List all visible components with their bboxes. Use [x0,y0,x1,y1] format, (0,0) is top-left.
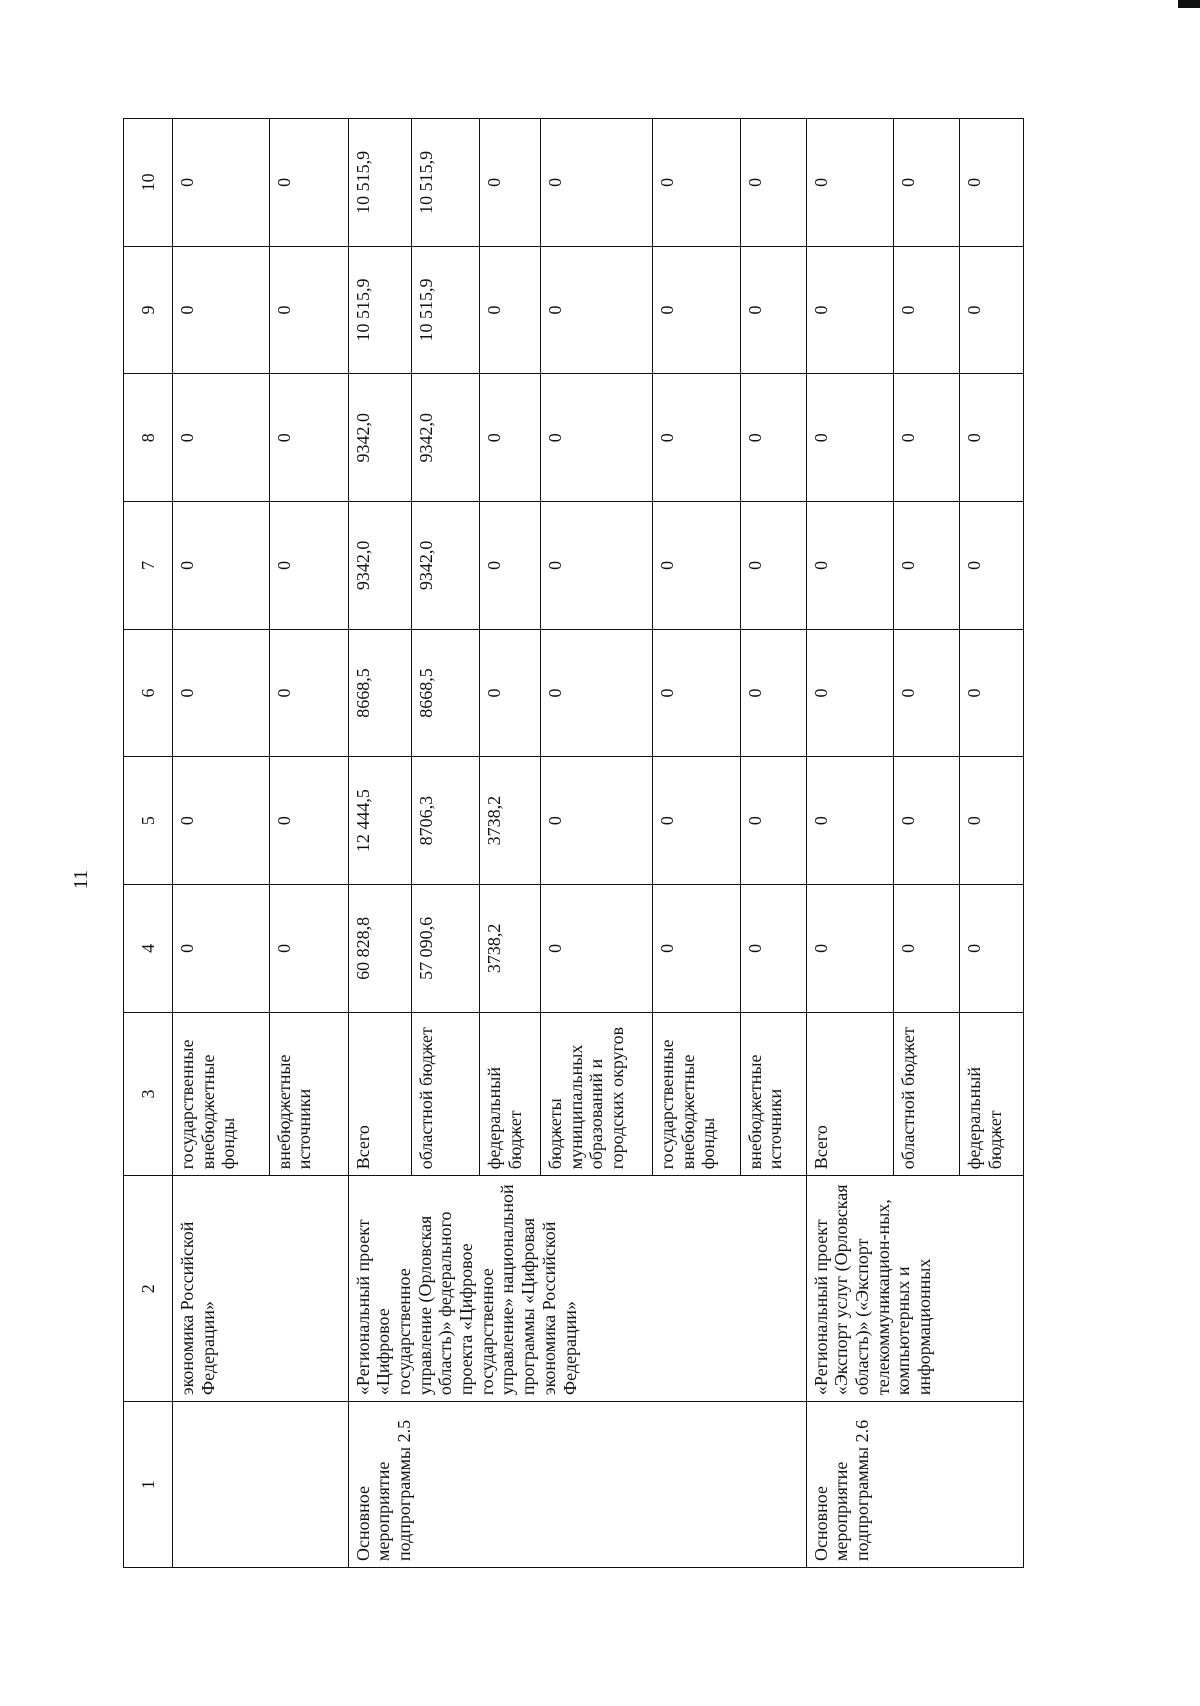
value-cell: 0 [269,502,348,630]
value-cell: 0 [480,246,540,374]
value-cell: 8668,5 [348,629,412,757]
value-cell: 10 515,9 [348,246,412,374]
value-cell: 0 [806,757,894,885]
value-cell: 3738,2 [480,884,540,1012]
value-cell: 0 [540,757,652,885]
funding-source-cell: областной бюджет [894,1012,960,1176]
project-name-cell: экономика Российской Федерации» [173,1176,349,1402]
funding-table [123,118,1024,1568]
value-cell: 0 [269,884,348,1012]
value-cell: 0 [740,757,806,885]
value-cell: 10 515,9 [412,246,480,374]
value-cell: 0 [173,629,270,757]
value-cell: 0 [806,629,894,757]
funding-source-cell: федеральный бюджет [960,1012,1024,1176]
value-cell: 9342,0 [348,502,412,630]
value-cell: 0 [540,884,652,1012]
value-cell: 0 [652,884,740,1012]
value-cell: 0 [960,884,1024,1012]
header-cell: 2 [124,1176,173,1402]
event-name-cell: Основное мероприятие подпрограммы 2.5 [348,1402,806,1568]
header-cell: 10 [124,119,173,247]
value-cell: 0 [540,629,652,757]
value-cell: 0 [652,502,740,630]
value-cell: 9342,0 [412,502,480,630]
value-cell: 0 [806,884,894,1012]
funding-source-cell: внебюджетные источники [269,1012,348,1176]
value-cell: 0 [652,119,740,247]
value-cell: 0 [960,246,1024,374]
value-cell: 0 [894,757,960,885]
funding-source-cell: внебюджетные источники [740,1012,806,1176]
value-cell: 0 [652,374,740,502]
value-cell: 0 [740,884,806,1012]
value-cell: 0 [269,374,348,502]
header-cell: 9 [124,246,173,374]
value-cell: 0 [173,119,270,247]
value-cell: 60 828,8 [348,884,412,1012]
value-cell: 0 [740,374,806,502]
value-cell: 0 [480,374,540,502]
funding-source-cell: федеральный бюджет [480,1012,540,1176]
event-name-cell [173,1402,349,1568]
table-row [173,119,270,1568]
value-cell: 0 [960,502,1024,630]
value-cell: 0 [652,246,740,374]
value-cell: 0 [269,629,348,757]
value-cell: 12 444,5 [348,757,412,885]
value-cell: 0 [652,757,740,885]
funding-source-cell: областной бюджет [412,1012,480,1176]
header-cell: 6 [124,629,173,757]
value-cell: 0 [894,119,960,247]
value-cell: 0 [540,119,652,247]
header-cell: 1 [124,1402,173,1568]
value-cell: 3738,2 [480,757,540,885]
project-name-cell: «Региональный проект «Цифровое государственное управление (Орловская область)» федерального проекта «Цифровое государственное управление» национальной программы «Цифровая экономика Российской Федерации» [348,1176,806,1402]
value-cell: 0 [173,884,270,1012]
funding-source-cell: Всего [806,1012,894,1176]
value-cell: 0 [740,119,806,247]
value-cell: 0 [269,757,348,885]
header-cell: 3 [124,1012,173,1176]
header-cell: 7 [124,502,173,630]
value-cell: 9342,0 [412,374,480,502]
value-cell: 0 [173,246,270,374]
value-cell: 0 [652,629,740,757]
value-cell: 8706,3 [412,757,480,885]
header-cell: 4 [124,884,173,1012]
page-number: 11 [70,869,93,890]
table-row [806,119,894,1568]
value-cell: 8668,5 [412,629,480,757]
value-cell: 10 515,9 [348,119,412,247]
project-name-cell: «Региональный проект «Экспорт услуг (Орловская область)» («Экспорт телекоммуникацион-ных, компьютерных и информационных [806,1176,1023,1402]
value-cell: 0 [480,502,540,630]
value-cell: 0 [960,757,1024,885]
funding-source-cell: Всего [348,1012,412,1176]
value-cell: 0 [894,629,960,757]
value-cell: 0 [960,119,1024,247]
event-name-cell: Основное мероприятие подпрограммы 2.6 [806,1402,1023,1568]
value-cell: 0 [894,246,960,374]
funding-source-cell: бюджеты муниципальных образований и городских округов [540,1012,652,1176]
value-cell: 0 [480,119,540,247]
value-cell: 0 [806,502,894,630]
header-row [124,119,173,1568]
value-cell: 0 [173,374,270,502]
header-cell: 5 [124,757,173,885]
value-cell: 0 [540,246,652,374]
value-cell: 0 [960,629,1024,757]
value-cell: 0 [894,374,960,502]
value-cell: 0 [480,629,540,757]
value-cell: 0 [269,119,348,247]
value-cell: 57 090,6 [412,884,480,1012]
header-cell: 8 [124,374,173,502]
table-rotation [123,118,1024,1568]
value-cell: 0 [540,374,652,502]
value-cell: 0 [740,502,806,630]
table-row [348,119,412,1568]
value-cell: 0 [173,757,270,885]
funding-source-cell: государственные внебюджетные фонды [173,1012,270,1176]
value-cell: 0 [540,502,652,630]
value-cell: 10 515,9 [412,119,480,247]
value-cell: 0 [740,246,806,374]
rotated-table-container [123,118,1024,1568]
value-cell: 0 [894,502,960,630]
funding-source-cell: государственные внебюджетные фонды [652,1012,740,1176]
value-cell: 0 [740,629,806,757]
value-cell: 0 [173,502,270,630]
value-cell: 0 [806,246,894,374]
value-cell: 0 [960,374,1024,502]
value-cell: 0 [269,246,348,374]
corner-scan-mark [1178,0,1200,8]
value-cell: 0 [806,119,894,247]
value-cell: 0 [894,884,960,1012]
value-cell: 0 [806,374,894,502]
value-cell: 9342,0 [348,374,412,502]
